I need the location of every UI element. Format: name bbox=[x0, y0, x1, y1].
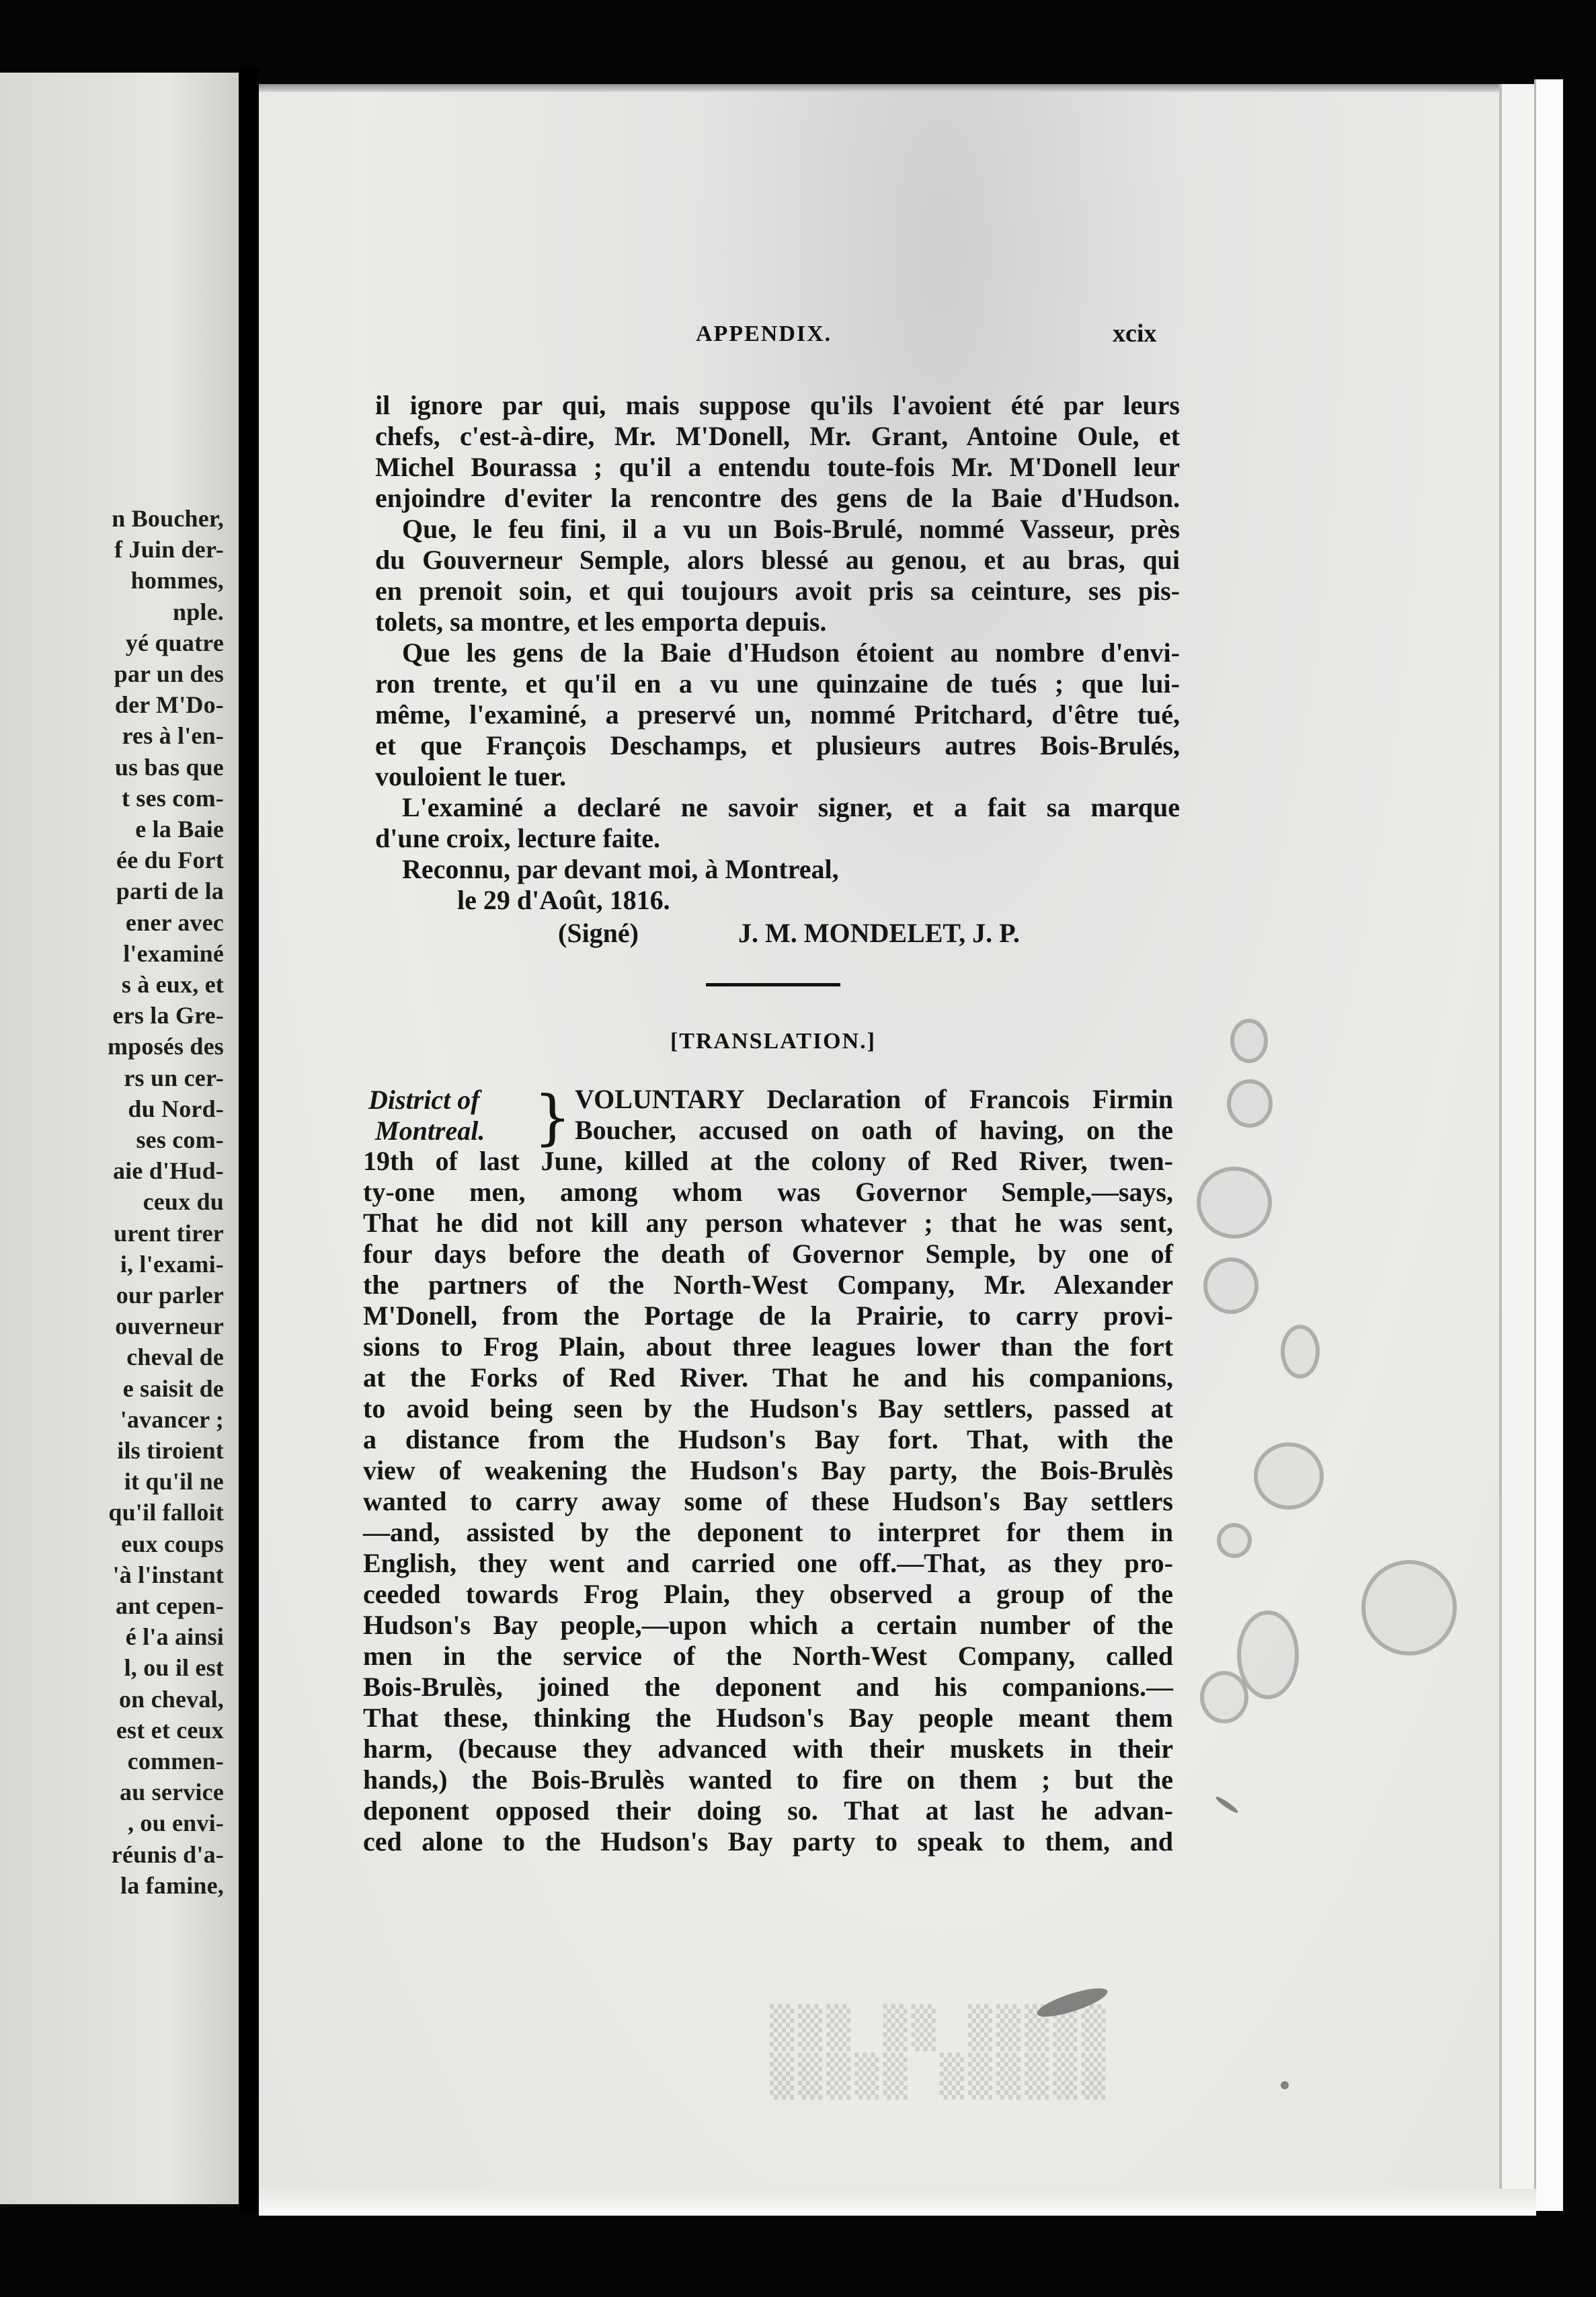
text-line: Reconnu, par devant moi, à Montreal, bbox=[402, 854, 839, 884]
text-line: d'une croix, lecture faite. bbox=[375, 823, 660, 853]
left-page-line: 'à l'instant bbox=[112, 1561, 224, 1588]
signature-name: J. M. MONDELET, J. P. bbox=[738, 918, 1020, 948]
left-page-line: ers la Gre- bbox=[112, 1002, 224, 1029]
text-line: tolets, sa montre, et les emporta depuis. bbox=[375, 607, 827, 637]
left-page-line: au service bbox=[120, 1779, 224, 1806]
text-line: en prenoit soin, et qui toujours avoit pris sa ceinture, ses pis- bbox=[375, 576, 1180, 606]
left-page-line: ils tiroient bbox=[117, 1437, 224, 1464]
text-line: deponent opposed their doing so. That at last he advan- bbox=[363, 1795, 1173, 1826]
page-number: xcix bbox=[1113, 319, 1157, 348]
left-page-line: cheval de bbox=[126, 1344, 224, 1371]
left-page-line: hommes, bbox=[130, 567, 224, 594]
left-page-line: ée du Fort bbox=[116, 847, 224, 874]
text-line: ty-one men, among whom was Governor Semple,—says, bbox=[363, 1177, 1173, 1207]
left-page-line: par un des bbox=[114, 660, 224, 687]
district-label: District of bbox=[368, 1085, 480, 1115]
left-page-line: t ses com- bbox=[122, 784, 224, 812]
left-page-line: i, l'exami- bbox=[120, 1250, 224, 1278]
left-page-line: 'avancer ; bbox=[120, 1405, 224, 1433]
text-line: vouloient le tuer. bbox=[375, 761, 567, 791]
left-page-line: nple. bbox=[172, 598, 224, 625]
library-stamp-bleed: ▒▒▒ ▒▒ ▒▒▒▒▒ ▒▒▒▒▒ ▒▒▒▒▒▒ bbox=[770, 2004, 1110, 2100]
left-page-line: us bas que bbox=[114, 753, 224, 781]
text-line: wanted to carry away some of these Hudson's Bay settlers bbox=[363, 1486, 1173, 1516]
left-page-line: ses com- bbox=[136, 1126, 224, 1153]
stain-mark bbox=[1200, 1671, 1248, 1723]
left-page-line: e la Baie bbox=[135, 816, 224, 843]
text-line: enjoindre d'eviter la rencontre des gens de la Baie d'Hudson. bbox=[375, 483, 1180, 513]
text-line: to avoid being seen by the Hudson's Bay settlers, passed at bbox=[363, 1393, 1173, 1424]
left-page-line: du Nord- bbox=[128, 1095, 224, 1122]
text-line: Que les gens de la Baie d'Hudson étoient au nombre d'envi- bbox=[402, 637, 1180, 668]
left-page-line: der M'Do- bbox=[114, 691, 224, 719]
left-page-line: qu'il falloit bbox=[108, 1499, 224, 1526]
stain-mark bbox=[1230, 1019, 1268, 1063]
left-page-line: aie d'Hud- bbox=[112, 1157, 224, 1185]
left-page-line: urent tirer bbox=[114, 1219, 224, 1247]
text-line: men in the service of the North-West Company, called bbox=[363, 1641, 1173, 1671]
left-page-line: our parler bbox=[116, 1282, 224, 1309]
left-page-line: eux coups bbox=[121, 1530, 224, 1557]
text-line: même, l'examiné, a preservé un, nommé Pritchard, d'être tué, bbox=[375, 699, 1180, 730]
text-line: L'examiné a declaré ne savoir signer, et a fait sa marque bbox=[402, 792, 1180, 822]
left-page-line: it qu'il ne bbox=[124, 1468, 224, 1495]
text-line: et que François Deschamps, et plusieurs autres Bois-Brulés, bbox=[375, 730, 1180, 761]
left-page-line: yé quatre bbox=[125, 629, 224, 656]
text-line: That he did not kill any person whatever ; that he was sent, bbox=[363, 1208, 1173, 1238]
ink-spot bbox=[1281, 2081, 1289, 2089]
translation-heading: [TRANSLATION.] bbox=[670, 1029, 876, 1054]
text-line: le 29 d'Août, 1816. bbox=[457, 885, 670, 915]
left-page-line: on cheval, bbox=[118, 1685, 224, 1713]
left-page-line: ouverneur bbox=[115, 1313, 224, 1340]
stain-mark bbox=[1254, 1442, 1324, 1510]
text-line: sions to Frog Plain, about three leagues lower than the fort bbox=[363, 1331, 1173, 1362]
section-rule bbox=[706, 983, 840, 986]
signature-label: (Signé) bbox=[558, 918, 639, 948]
left-page-line: res à l'en- bbox=[122, 722, 224, 750]
text-line: four days before the death of Governor Semple, by one of bbox=[363, 1239, 1173, 1269]
left-page-line: l, ou il est bbox=[124, 1654, 224, 1682]
text-line: view of weakening the Hudson's Bay party, the Bois-Brulès bbox=[363, 1455, 1173, 1485]
text-line: a distance from the Hudson's Bay fort. That, with the bbox=[363, 1424, 1173, 1454]
left-page-fragment bbox=[0, 73, 239, 2204]
text-line: Bois-Brulès, joined the deponent and his companions.— bbox=[363, 1672, 1173, 1702]
page-edge-outer bbox=[1534, 79, 1563, 2211]
left-page-line: ceux du bbox=[143, 1188, 224, 1216]
text-line: Que, le feu fini, il a vu un Bois-Brulé, nommé Vasseur, près bbox=[402, 514, 1180, 544]
stain-mark bbox=[1217, 1523, 1252, 1558]
left-page-line: la famine, bbox=[120, 1871, 224, 1899]
left-page-line: f Juin der- bbox=[114, 536, 224, 563]
text-line: VOLUNTARY Declaration of Francois Firmin bbox=[575, 1084, 1173, 1114]
left-page-line: ant cepen- bbox=[116, 1592, 224, 1619]
left-page-line: ener avec bbox=[125, 908, 224, 936]
left-page-line: , ou envi- bbox=[127, 1809, 224, 1837]
brace-mark: } bbox=[534, 1083, 571, 1152]
text-line: Boucher, accused on oath of having, on the bbox=[575, 1115, 1173, 1145]
left-page-line: mposés des bbox=[107, 1033, 224, 1060]
stain-mark bbox=[1361, 1560, 1457, 1656]
text-line: hands,) the Bois-Brulès wanted to fire on them ; but the bbox=[363, 1764, 1173, 1795]
left-page-line: rs un cer- bbox=[124, 1064, 224, 1091]
stain-mark bbox=[1203, 1257, 1259, 1314]
left-page-line: est et ceux bbox=[116, 1716, 224, 1744]
text-line: ceeded towards Frog Plain, they observed a group of the bbox=[363, 1579, 1173, 1609]
text-line: Hudson's Bay people,—upon which a certain number of the bbox=[363, 1610, 1173, 1640]
ink-spot bbox=[1214, 1795, 1239, 1814]
book-gutter bbox=[239, 67, 259, 2212]
text-line: du Gouverneur Semple, alors blessé au genou, et au bras, qui bbox=[375, 545, 1180, 575]
running-head: APPENDIX. bbox=[696, 321, 832, 346]
text-line: M'Donell, from the Portage de la Prairie, to carry provi- bbox=[363, 1300, 1173, 1331]
text-line: the partners of the North-West Company, Mr. Alexander bbox=[363, 1270, 1173, 1300]
page-edge bbox=[1499, 84, 1534, 2202]
left-page-line: é l'a ainsi bbox=[125, 1623, 224, 1651]
left-page-line: commen- bbox=[127, 1748, 224, 1775]
text-line: il ignore par qui, mais suppose qu'ils l'avoient été par leurs bbox=[375, 390, 1180, 420]
left-page-line: n Boucher, bbox=[112, 505, 224, 532]
text-line: ced alone to the Hudson's Bay party to speak to them, and bbox=[363, 1826, 1173, 1857]
stain-mark bbox=[1227, 1079, 1273, 1128]
district-label: Montreal. bbox=[375, 1116, 485, 1146]
text-line: ron trente, et qu'il en a vu une quinzaine de tués ; que lui- bbox=[375, 668, 1180, 699]
text-line: —and, assisted by the deponent to interpret for them in bbox=[363, 1517, 1173, 1547]
left-page-line: l'examiné bbox=[123, 939, 224, 967]
left-page-line: e saisit de bbox=[122, 1374, 224, 1402]
text-line: at the Forks of Red River. That he and his companions, bbox=[363, 1362, 1173, 1393]
text-line: 19th of last June, killed at the colony of Red River, twen- bbox=[363, 1146, 1173, 1176]
page-bottom-edge bbox=[259, 2189, 1536, 2216]
text-line: Michel Bourassa ; qu'il a entendu toute-fois Mr. M'Donell leur bbox=[375, 452, 1180, 482]
stain-mark bbox=[1281, 1325, 1320, 1378]
left-page-line: réunis d'a- bbox=[111, 1840, 224, 1868]
text-line: harm, (because they advanced with their muskets in their bbox=[363, 1734, 1173, 1764]
text-line: chefs, c'est-à-dire, Mr. M'Donell, Mr. Grant, Antoine Oule, et bbox=[375, 421, 1180, 451]
stain-mark bbox=[1197, 1167, 1272, 1239]
left-page-line: s à eux, et bbox=[121, 971, 224, 998]
text-line: English, they went and carried one off.—That, as they pro- bbox=[363, 1548, 1173, 1578]
text-line: That these, thinking the Hudson's Bay people meant them bbox=[363, 1703, 1173, 1733]
left-page-line: parti de la bbox=[116, 878, 224, 905]
